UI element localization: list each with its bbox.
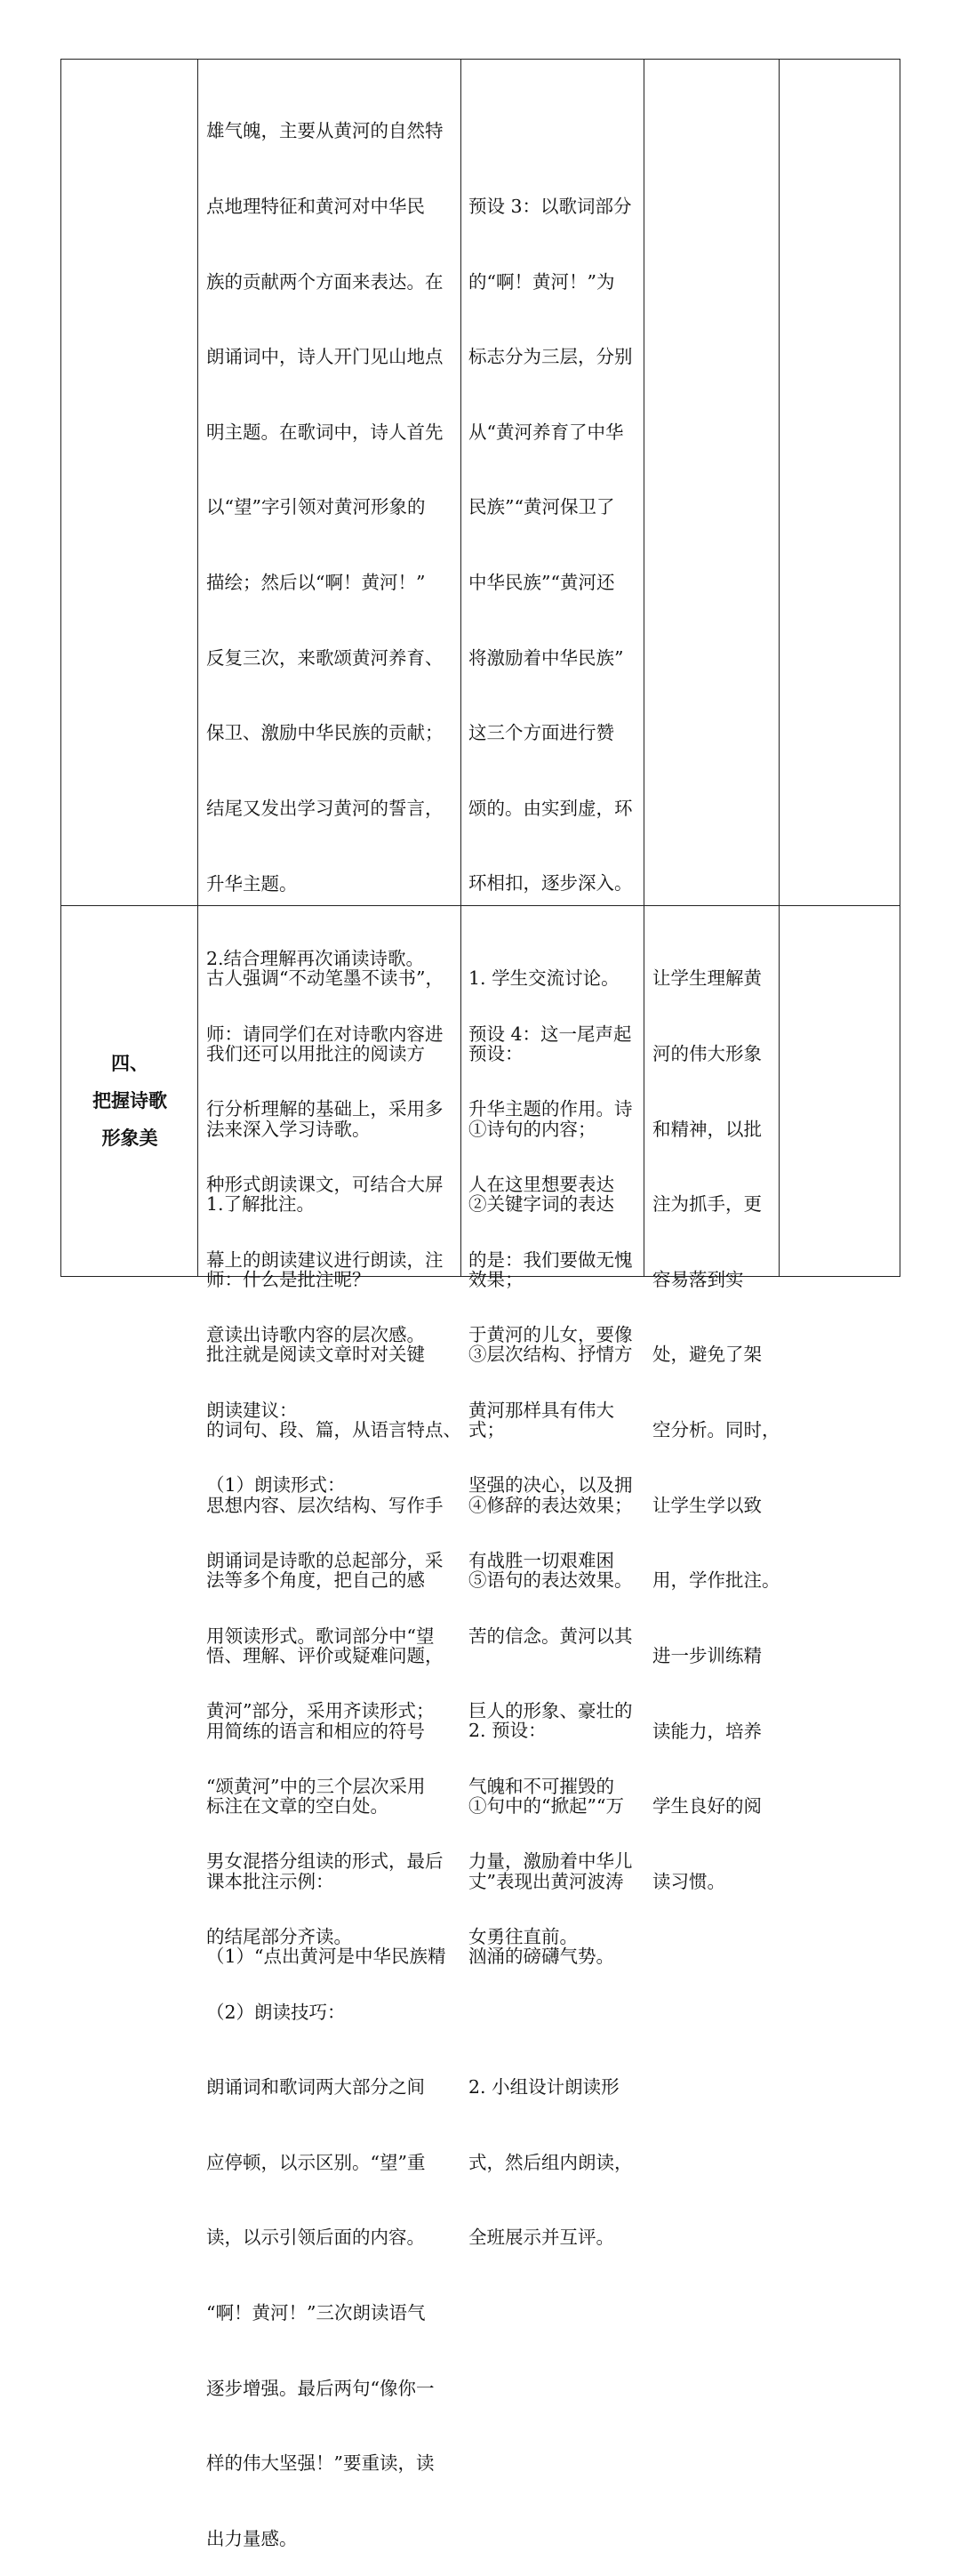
text-line: 巨人的形象、豪壮的 (468, 1700, 633, 1722)
text-line: 用，学作批注。 (652, 1569, 780, 1592)
text-line: 黄河”部分，采用齐读形式； (206, 1700, 435, 1722)
text-line: 点地理特征和黄河对中华民 (206, 196, 425, 218)
text-line: 逐步增强。最后两句“像你一 (206, 2377, 435, 2399)
text-line: 的“啊！黄河！”为 (468, 270, 615, 293)
text-line: 环相扣，逐步深入。 (468, 872, 633, 895)
text-line: 课本批注示例： (206, 1870, 334, 1892)
section-title (62, 1045, 197, 1157)
design-intent-cell-row2 (652, 916, 780, 1919)
text-line: 预设 4：这一尾声起 (468, 1023, 632, 1045)
text-line: 朗读建议： (206, 1399, 298, 1421)
text-line: 出力量感。 (206, 2527, 298, 2549)
text-line: （2）朗读技巧： (206, 2001, 346, 2023)
text-line: 人在这里想要表达 (468, 1173, 614, 1195)
text-line: 的是：我们要做无愧 (468, 1248, 633, 1271)
text-line: 处，避免了架 (652, 1344, 762, 1366)
text-line: 读习惯。 (652, 1870, 725, 1892)
text-line: （1）“点出黄河是中华民族精 (206, 1946, 446, 1968)
text-line: 学生良好的阅 (652, 1795, 762, 1818)
text-line: 于黄河的儿女，要像 (468, 1324, 633, 1346)
text-line: 效果； (468, 1268, 524, 1290)
text-line: 描绘；然后以“啊！黄河！” (206, 572, 426, 594)
text-line: 中华民族”“黄河还 (468, 572, 615, 594)
text-line: ⑤语句的表达效果。 (468, 1569, 633, 1592)
text-line: 式，然后组内朗读， (468, 2151, 633, 2173)
text-line: 法等多个角度，把自己的感 (206, 1569, 425, 1592)
text-line: 雄气魄，主要从黄河的自然特 (206, 120, 444, 142)
text-line: 预设 3：以歌词部分 (468, 196, 632, 217)
text-line: ④修辞的表达效果； (468, 1494, 633, 1516)
text-line: 汹涌的磅礴气势。 (468, 1946, 614, 1968)
section-title-line: 形象美 (101, 1127, 158, 1149)
text-line: 升华主题。 (206, 872, 298, 895)
text-line: 容易落到实 (652, 1268, 744, 1290)
text-line: 读，以示引领后面的内容。 (206, 2227, 425, 2249)
text-line: 从“黄河养育了中华 (468, 421, 624, 443)
text-line: 批注就是阅读文章时对关键 (206, 1344, 425, 1366)
table-left-border (60, 59, 61, 1277)
text-line: 法来深入学习诗歌。 (206, 1118, 371, 1140)
text-line: 幕上的朗读建议进行朗读，注 (206, 1248, 444, 1271)
text-line: 样的伟大坚强！”要重读，读 (206, 2452, 435, 2475)
text-line: 明主题。在歌词中，诗人首先 (206, 421, 444, 443)
text-line: 升华主题的作用。诗 (468, 1098, 633, 1120)
text-line: 有战胜一切艰难困 (468, 1549, 614, 1571)
text-line: 用领读形式。歌词部分中“望 (206, 1625, 435, 1647)
text-line: 应停顿，以示区别。“望”重 (206, 2151, 426, 2173)
text-line: 注为抓手，更 (652, 1193, 762, 1216)
text-line: 丈”表现出黄河波涛 (468, 1870, 624, 1892)
text-line: 结尾又发出学习黄河的誓言， (206, 797, 444, 819)
text-line: “颂黄河”中的三个层次采用 (206, 1775, 426, 1797)
text-line: 悟、理解、评价或疑难问题， (206, 1644, 444, 1666)
text-line: ③层次结构、抒情方 (468, 1344, 633, 1366)
text-line: 女勇往直前。 (468, 1926, 578, 1947)
text-line: 朗诵词和歌词两大部分之间 (206, 2076, 425, 2099)
text-line: ②关键字词的表达 (468, 1193, 614, 1216)
table-top-border (60, 59, 900, 60)
text-line: 的结尾部分齐读。 (206, 1926, 352, 1948)
text-line: 用简练的语言和相应的符号 (206, 1720, 425, 1742)
text-line: 气魄和不可摧毁的 (468, 1775, 614, 1797)
text-line: 以“望”字引领对黄河形象的 (206, 496, 426, 518)
text-line: 坚强的决心，以及拥 (468, 1474, 633, 1497)
text-line: 反复三次，来歌颂黄河养育、 (206, 646, 444, 669)
column-divider-1 (197, 59, 198, 1277)
text-line (468, 118, 633, 143)
text-line: 标注在文章的空白处。 (206, 1795, 388, 1818)
text-line: 2. 预设： (468, 1720, 547, 1742)
text-line: 2. 小组设计朗读形 (468, 2076, 620, 2099)
text-line: （1）朗读形式： (206, 1474, 346, 1497)
text-line: 种形式朗读课文，可结合大屏 (206, 1173, 444, 1195)
section-title-line: 把握诗歌 (92, 1089, 167, 1111)
text-line: 河的伟大形象 (652, 1043, 762, 1065)
text-line: 古人强调“不动笔墨不读书”， (206, 967, 444, 990)
text-line: 这三个方面进行赞 (468, 722, 614, 744)
text-line: 1.了解批注。 (206, 1193, 316, 1216)
text-line (468, 1643, 633, 1668)
text-line: 师：请同学们在对诗歌内容进 (206, 1023, 444, 1045)
text-line: 朗诵词中，诗人开门见山地点 (206, 346, 444, 368)
text-line: 保卫、激励中华民族的贡献； (206, 722, 444, 744)
text-line: 空分析。同时， (652, 1419, 780, 1441)
text-line (468, 2000, 633, 2025)
text-line: 预设： (468, 1043, 524, 1065)
text-line: 读能力，培养 (652, 1720, 762, 1742)
text-line: ①句中的“掀起”“万 (468, 1795, 624, 1818)
text-line: 让学生学以致 (652, 1494, 762, 1516)
text-line: ①诗句的内容； (468, 1118, 596, 1140)
section-number: 四、 (111, 1052, 148, 1074)
text-line: 苦的信念。黄河以其 (468, 1625, 633, 1647)
text-line: 和精神，以批 (652, 1118, 762, 1140)
teacher-activity-cell-row2 (206, 916, 461, 1994)
text-line: 标志分为三层，分别 (468, 346, 633, 368)
text-line: 1. 学生交流讨论。 (468, 967, 620, 990)
text-line: 行分析理解的基础上，采用多 (206, 1098, 444, 1120)
text-line: 的词句、段、篇，从语言特点、 (206, 1419, 461, 1441)
text-line: 我们还可以用批注的阅读方 (206, 1043, 425, 1065)
text-line: 将激励着中华民族” (468, 646, 624, 669)
text-line: 黄河那样具有伟大 (468, 1399, 614, 1421)
text-line: 族的贡献两个方面来表达。在 (206, 270, 444, 293)
text-line: 全班展示并互评。 (468, 2227, 614, 2249)
student-activity-cell-row2 (468, 916, 633, 1994)
text-line: 师：什么是批注呢？ (206, 1268, 371, 1290)
text-line: 民族”“黄河保卫了 (468, 496, 615, 518)
text-line: 2.结合理解再次诵读诗歌。 (206, 948, 425, 970)
text-line: 思想内容、层次结构、写作手 (206, 1494, 444, 1516)
text-line: “啊！黄河！”三次朗读语气 (206, 2302, 426, 2324)
text-line: 男女混搭分组读的形式，最后 (206, 1850, 444, 1873)
text-line: 力量，激励着中华儿 (468, 1850, 633, 1873)
text-line: 意读出诗歌内容的层次感。 (206, 1324, 425, 1346)
text-line: 让学生理解黄 (652, 967, 762, 990)
text-line: 朗诵词是诗歌的总起部分，采 (206, 1549, 444, 1571)
text-line: 颂的。由实到虚，环 (468, 797, 633, 819)
text-line: 式； (468, 1419, 505, 1441)
text-line: 进一步训练精 (652, 1644, 762, 1666)
